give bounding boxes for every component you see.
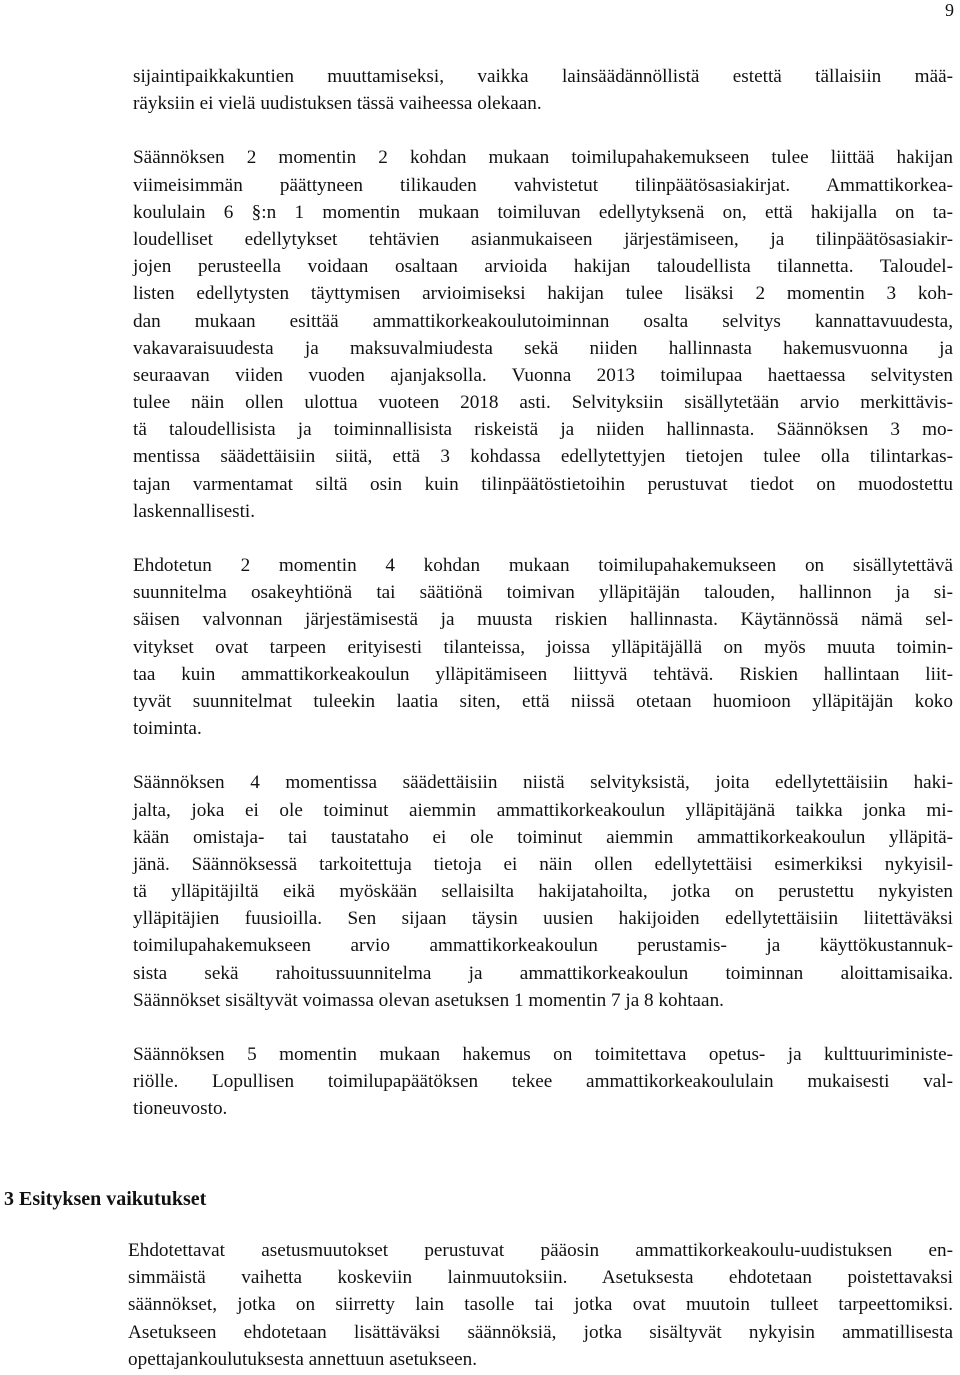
text-line: tyvät suunnitelmat tuleekin laatia siten, että niissä otetaan huomioon ylläpitäjän koko [133, 690, 953, 712]
text-line: tioneuvosto. [133, 1098, 228, 1120]
text-line: simmäistä vaihetta koskeviin lainmuutoksiin. Asetuksesta ehdotetaan poistettavaksi [128, 1267, 953, 1289]
text-line: Ehdotettavat asetusmuutokset perustuvat pääosin ammattikorkeakoulu-uudistuksen en- [128, 1240, 953, 1261]
paragraph-1 [133, 63, 953, 117]
text-line: Säännöksen 4 momentissa säädettäisiin niistä selvityksistä, joita edellytettäisiin haki- [133, 772, 953, 794]
text-line: Säännökset sisältyvät voimassa olevan asetuksen 1 momentin 7 ja 8 kohtaan. [133, 989, 724, 1011]
section-text [128, 1237, 953, 1373]
text-line: säisen valvonnan järjestämisestä ja muusta riskien hallinnasta. Käytännössä nämä sel- [133, 609, 953, 631]
page-number: 9 [945, 0, 954, 20]
paragraph-5 [133, 1041, 953, 1123]
text-line: taa kuin ammattikorkeakoulun ylläpitämiseen liittyvä tehtävä. Riskien hallintaan liit- [133, 663, 953, 685]
text-line: koululain 6 §:n 1 momentin mukaan toimiluvan edellytyksenä on, että hakijalla on ta- [133, 201, 953, 223]
text-line: viimeisimmän päättyneen tilikauden vahvistetut tilinpäätösasiakirjat. Ammattikorkea- [133, 174, 953, 196]
text-line: Ehdotetun 2 momentin 4 kohdan mukaan toimilupahakemukseen on sisällytettävä [133, 555, 953, 576]
paragraph-4 [133, 769, 953, 1014]
text-line: opettajankoulutuksesta annettuun asetukseen. [128, 1348, 478, 1370]
text-line: Säännöksen 2 momentin 2 kohdan mukaan toimilupahakemukseen tulee liittää hakijan [133, 147, 953, 169]
text-line: laskennallisesti. [133, 500, 256, 522]
text-line: säännökset, jotka on siirretty lain tasolle tai jotka ovat muutoin tulleet tarpeettomiksi. [128, 1294, 953, 1316]
text-line: jalta, joka ei ole toiminut aiemmin ammattikorkeakoulun ylläpitäjänä taikka jonka mi- [133, 799, 953, 821]
text-line: jojen perusteella voidaan osaltaan arvioida hakijan taloudellista tilannetta. Taloudel- [133, 256, 953, 278]
text-line: listen edellytysten täyttymisen arvioimiseksi hakijan tulee lisäksi 2 momentin 3 koh- [133, 283, 953, 305]
text-line: vitykset ovat tarpeen erityisesti tilanteissa, joissa ylläpitäjällä on myös muuta toimin- [133, 636, 953, 658]
text-line: ylläpitäjien fuusioilla. Sen sijaan täysin uusien hakijoiden edellytettäisiin liitettäväksi [133, 908, 953, 930]
text-line: loudelliset edellytykset tehtävien asianmukaiseen järjestämiseen, ja tilinpäätösasiakir- [133, 228, 953, 250]
text-line: Säännöksen 5 momentin mukaan hakemus on toimitettava opetus- ja kulttuuriministe- [133, 1044, 953, 1065]
text-line: suunnitelma osakeyhtiönä tai säätiönä toimivan ylläpitäjän talouden, hallinnon ja si- [133, 582, 953, 604]
text-line: sijaintipaikkakuntien muuttamiseksi, vaikka lainsäädännöllistä estettä tällaisiin mää- [133, 66, 953, 87]
text-line: seuraavan viiden vuoden ajanjaksolla. Vuonna 2013 toimilupaa haettaessa selvitysten [133, 364, 953, 386]
text-line: tajan varmentamat siltä osin kuin tilinpäätöstietoihin perustuvat tiedot on muodostettu [133, 473, 953, 495]
paragraph-3 [133, 552, 953, 742]
text-line: räyksiin ei vielä uudistuksen tässä vaiheessa olekaan. [133, 93, 542, 115]
body-text [133, 63, 953, 1123]
paragraph-2 [133, 144, 953, 525]
text-line: Asetukseen ehdotetaan lisättäväksi säännöksiä, jotka sisältyvät nykyisin ammatillisesta [128, 1321, 953, 1343]
text-line: vakavaraisuudesta ja maksuvalmiudesta sekä niiden hallinnasta hakemusvuonna ja [133, 337, 953, 359]
text-line: tä ylläpitäjiltä eikä myöskään sellaisilta hakijatahoilta, jotka on perustettu nykyisten [133, 881, 953, 903]
text-line: toiminta. [133, 718, 202, 740]
text-line: toimilupahakemukseen arvio ammattikorkeakoulun perustamis- ja käyttökustannuk- [133, 935, 953, 957]
text-line: tä taloudellisista ja toiminnallisista riskeistä ja niiden hallinnasta. Säännöksen 3 mo- [133, 419, 953, 441]
section-heading: 3 Esityksen vaikutukset [4, 1188, 207, 1210]
text-line: jänä. Säännöksessä tarkoitettuja tietoja ei näin ollen edellytettäisi esimerkiksi nykyisil- [133, 853, 953, 875]
text-line: sista sekä rahoitussuunnitelma ja ammattikorkeakoulun toiminnan aloittamisaika. [133, 962, 953, 984]
text-line: mentissa säädettäisiin siitä, että 3 kohdassa edellytettyjen tietojen tulee olla tilintarkas- [133, 446, 953, 468]
text-line: kään omistaja- tai taustataho ei ole toiminut aiemmin ammattikorkeakoulun ylläpitä- [133, 826, 953, 848]
text-line: riölle. Lopullisen toimilupapäätöksen tekee ammattikorkeakoululain mukaisesti val- [133, 1071, 953, 1093]
text-line: tulee näin ollen ulottua vuoteen 2018 asti. Selvityksiin sisällytetään arvio merkittävis- [133, 392, 953, 414]
text-line: dan mukaan esittää ammattikorkeakoulutoiminnan osalta selvitys kannattavuudesta, [133, 310, 953, 332]
